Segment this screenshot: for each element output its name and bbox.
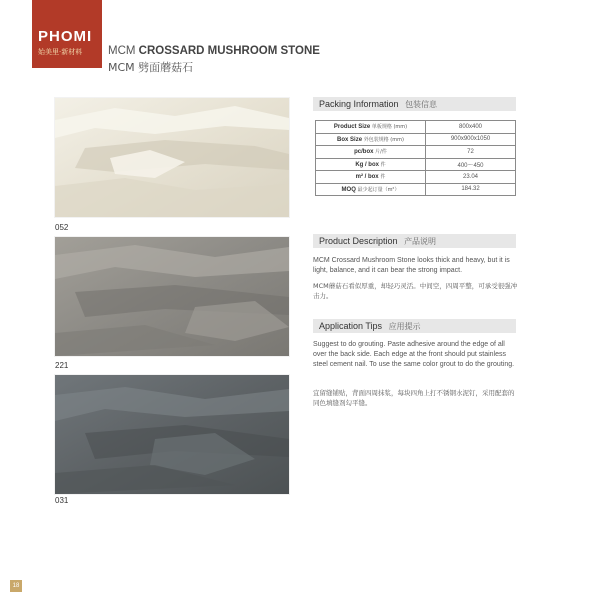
spec-label: Kg / box 件 [316, 158, 426, 171]
stone-code-031: 031 [55, 496, 69, 505]
table-row [316, 133, 516, 146]
product-description-text-cn: MCM蘑菇石看似厚重，却轻巧灵活。中间空，四周平整，可承受很强冲击力。 [313, 282, 518, 300]
table-row [316, 183, 516, 196]
stone-image-052 [55, 98, 289, 217]
table-row [316, 158, 516, 171]
spec-value: 800x400 [426, 121, 516, 134]
page-number: 18 [10, 580, 22, 592]
product-description-title: Product Description [319, 236, 398, 246]
stone-image-221 [55, 237, 289, 356]
packing-info-heading [313, 97, 516, 111]
table-row [316, 171, 516, 184]
title-prefix: MCM [108, 45, 136, 57]
application-tips-title-cn: 应用提示 [388, 322, 421, 331]
product-description-heading [313, 234, 516, 248]
spec-label: MOQ 最少起订量（m²） [316, 183, 426, 196]
brand-name: PHOMI [38, 28, 93, 45]
application-tips-title: Application Tips [319, 321, 383, 331]
spec-label: Product Size 单板规格 (mm) [316, 121, 426, 134]
spec-value: 400～450 [426, 158, 516, 171]
packing-info-title-cn: 包装信息 [405, 100, 438, 109]
spec-value: 184.32 [426, 183, 516, 196]
application-tips-heading [313, 319, 516, 333]
title-main: CROSSARD MUSHROOM STONE [138, 45, 320, 57]
spec-value: 72 [426, 146, 516, 159]
spec-label: m² / box 件 [316, 171, 426, 184]
packing-table [315, 120, 516, 196]
spec-value: 23.04 [426, 171, 516, 184]
product-title [108, 45, 320, 57]
product-title-cn: MCM 劈面蘑菇石 [108, 61, 194, 74]
product-description-title-cn: 产品说明 [404, 237, 437, 246]
stone-image-031 [55, 375, 289, 494]
product-description-text: MCM Crossard Mushroom Stone looks thick and heavy, but it is light, balance, and it can bear the strong impact. [313, 257, 510, 274]
stone-code-052: 052 [55, 223, 69, 232]
application-tips-text: Suggest to do grouting. Paste adhesive around the edge of all over the back side. Each edge at the front should put stainless steel cement nail. To use the same color grout to do the grouting. [313, 341, 515, 368]
table-row [316, 146, 516, 159]
brand-name-cn: 始美里·新材料 [38, 48, 83, 56]
spec-value: 900x900x1050 [426, 133, 516, 146]
application-tips-text-cn: 宜留缝铺贴，背面四周抹浆，每块四角上打不锈钢水泥钉，采用配套的同色填缝剂勾平缝。 [313, 389, 515, 407]
spec-label: pc/box 片/件 [316, 146, 426, 159]
spec-label: Box Size 外包装规格 (mm) [316, 133, 426, 146]
packing-info-title: Packing Information [319, 99, 399, 109]
table-row [316, 121, 516, 134]
brand-logo [32, 0, 102, 68]
stone-code-221: 221 [55, 361, 69, 370]
